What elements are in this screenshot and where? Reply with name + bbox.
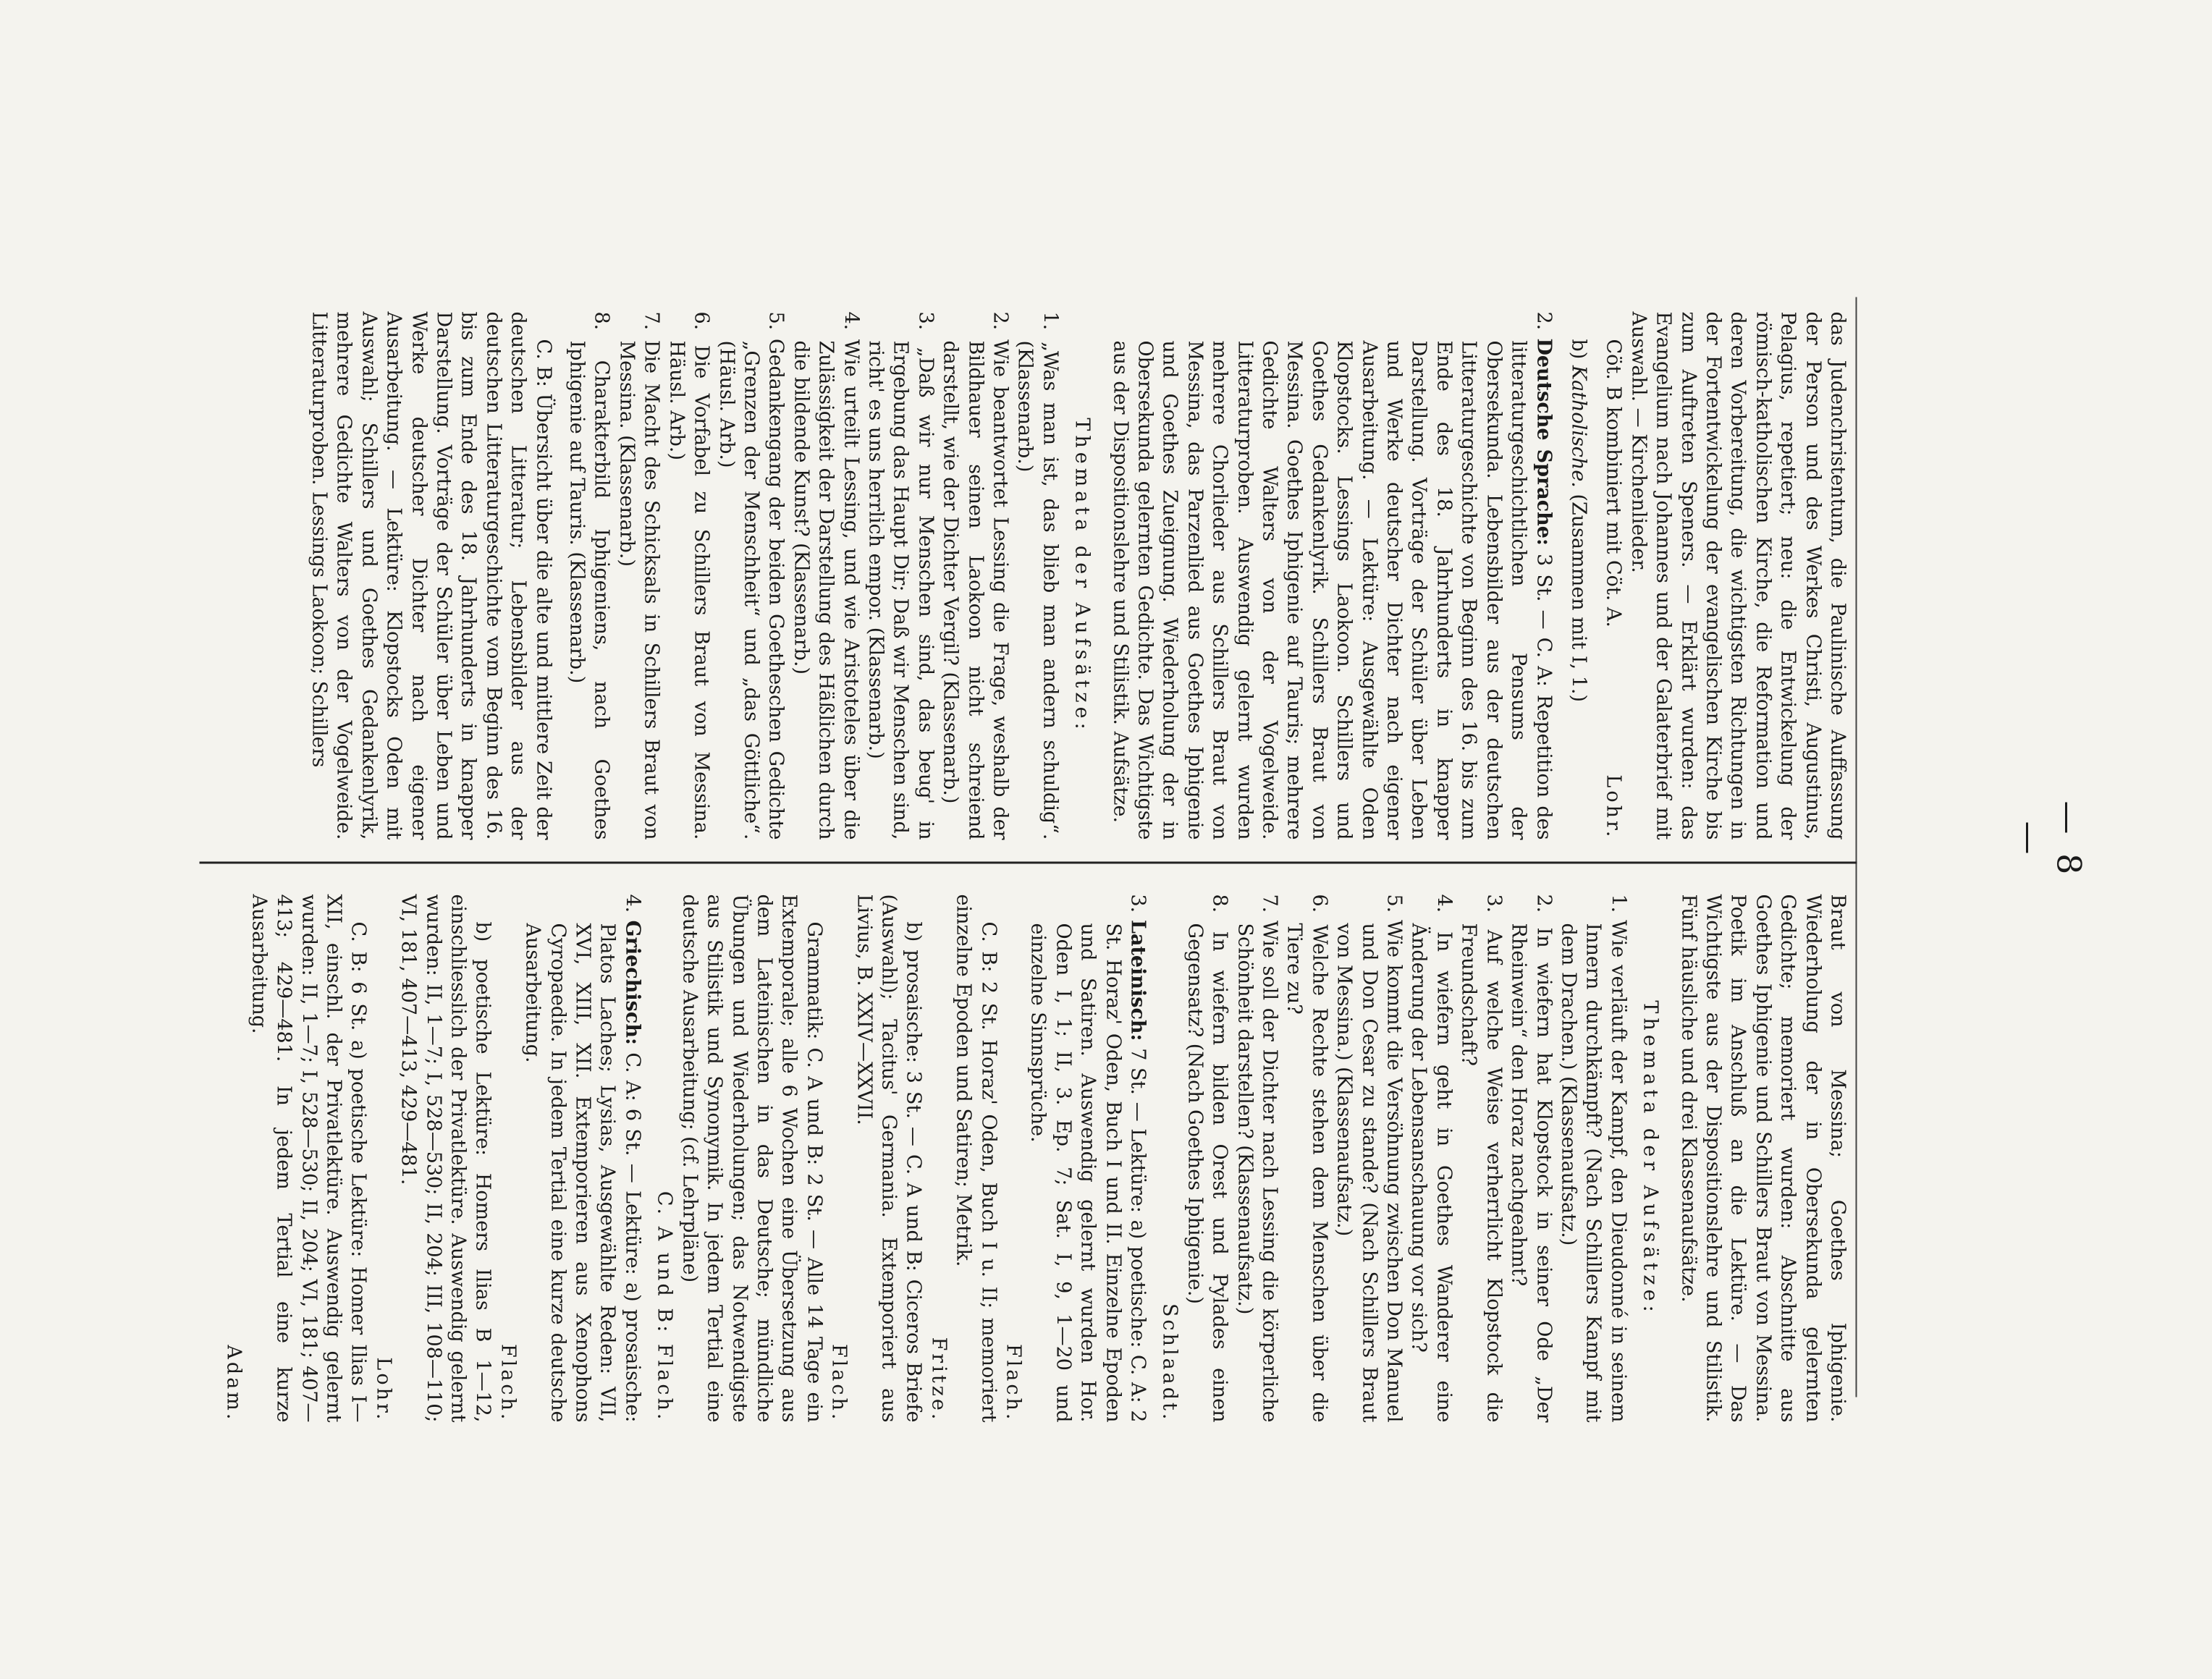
signature-schlaadt: Schlaadt. — [1158, 1303, 1181, 1423]
theme-item: 5. Gedankengang der beiden Goetheschen Gedichte „Grenzen der Menschheit“ und „das Göttliche“. (Häusl. Arb.) — [715, 311, 788, 840]
themes-heading-left: Themata der Aufsätze: — [1071, 418, 1094, 734]
theme-item: 7. Wie soll der Dichter nach Lessing die körperliche Schönheit darstellen? (Klassenaufsatz.) — [1233, 894, 1281, 1423]
rotated-page — [0, 1, 2212, 1679]
section-greek-title: Griechisch: — [621, 920, 644, 1045]
signature-fritze: Fritze. — [927, 1337, 950, 1423]
latin-grammar: Grammatik: C. A und B: 2 St. — Alle 14 Tage ein Extemporale; alle 6 Wochen eine Übersetzung aus dem Lateinischen in das Deutsche; mündliche Übungen und Wiederholungen; das Notwendigste aus Stilistik und Synonymik. In jedem Tertial eine deutsche Ausarbeitung; (cf. Lehrpläne) — [678, 894, 826, 1423]
section-greek — [520, 895, 644, 1423]
theme-item: 8. In wiefern bilden Orest und Pylades einen Gegensatz? (Nach Goethes Iphigenie.) — [1183, 894, 1231, 1423]
theme-item: 5. Wie kommt die Versöhnung zwischen Don Manuel und Don Cesar zu stande? (Nach Schillers Braut von Messina.) (Klassenaufsatz.) — [1333, 894, 1406, 1423]
latin-coetus-b: C. B: 2 St. Horaz' Oden, Buch I u. II; memoriert einzelne Epoden und Satiren; Metrik. — [952, 894, 1000, 1423]
column-divider — [200, 862, 1857, 864]
catholic-title: Katholische. — [1567, 365, 1590, 488]
themes-heading-right: Themata der Aufsätze: — [1639, 1000, 1662, 1316]
theme-item: 6. Welche Rechte stehen dem Menschen über die Tiere zu? — [1283, 894, 1331, 1423]
religion-paragraph: das Judenchristentum, die Paulinische Auffassung der Person und des Werkes Christi, Augustinus, Pelagius, repetiert; neu: die Entwickelung der römisch-katholischen Kirche, die Reformation und deren Vorbereitung, die wichtigsten Richtungen in der Fortentwickelung der evangelischen Kirche bis zum Auftreten Speners. — Erklärt wurden: das Evangelium nach Johannes und der Galaterbrief mit Auswahl. — Kirchenlieder. — [1627, 311, 1849, 840]
signature-flach: Flach. — [1002, 1343, 1025, 1423]
german-continued: Braut von Messina; Goethes Iphigenie. Wiederholung der in Obersekunda gelernten Gedichte; memoriert wurden: Abschnitte aus Goethes Iphigenie und Schillers Braut von Messina. Poetik im Anschluß an die Lektüre. — Das Wichtigste aus der Dispositionslehre und Stilistik. Fünf häusliche und drei Klassenaufsätze. — [1677, 894, 1849, 1423]
greek-poetry: b) poetische Lektüre: Homers Ilias B 1—12, einschliesslich der Privatlektüre. Auswendig gelernt wurden: II, 1—7; I, 528—530; II, 204; III, 108—110; VI, 181, 407—413, 429—481. — [397, 894, 494, 1423]
catholic-line — [1566, 312, 1590, 840]
coet-combined-line — [1600, 312, 1625, 840]
section-german-title: Deutsche Sprache: — [1532, 338, 1555, 546]
theme-item: 2. Wie beantwortet Lessing die Frage, weshalb der Bildhauer seinen Laokoon nicht schreiend darstellt, wie der Dichter Vergil? (Klassenarb.) — [939, 311, 1012, 840]
theme-item: 6. Die Vorfabel zu Schillers Braut von Messina. Häusl. Arb.) — [665, 311, 713, 840]
section-greek-text: C. A: 6 St. — Lektüre: a) prosaische: Platos Laches; Lysias, Ausgewählte Reden: VII, XVI, XIII, XII. Extemporieren aus Xenophons Cyropaedie. In jedem Tertial eine kurze deutsche Ausarbeitung. — [521, 923, 644, 1423]
signature-flach: Flach. — [827, 1343, 850, 1423]
section-latin-title: Lateinisch: — [1126, 919, 1149, 1041]
latin-prose: b) prosaische: 3 St. — C. A und B: Ciceros Briefe (Auswahl); Tacitus' Germania. Extemporiert aus Livius, B. XXIV—XXVII. — [853, 894, 925, 1423]
signature-adam: Adam. — [222, 1345, 245, 1423]
theme-item: 4. Wie urteilt Lessing, und wie Aristoteles über die Zulässigkeit der Darstellung des Häßlichen durch die bildende Kunst? (Klassenarb.) — [790, 311, 863, 840]
theme-item: 3. „Daß wir nur Menschen sind, das beug' in Ergebung das Haupt Dir; Daß wir Menschen sind, richt' es uns herrlich empor. (Klassenarb.) — [864, 311, 937, 840]
signature-lohr: Lohr. — [1602, 774, 1625, 840]
left-column — [306, 312, 1849, 840]
coetus-b-german: C. B: Übersicht über die alte und mittlere Zeit der deutschen Litteratur; Lebensbilder aus der deutschen Litteraturgeschichte vom Beginn des 16. bis zum Ende des 18. Jahrhunderts in knapper Darstellung. Vorträge der Schüler über Leben und Werke deutscher Dichter nach eigener Ausarbeitung. — Lektüre: Klopstocks Oden mit Auswahl; Schillers und Goethes Gedankenlyrik, mehrere Gedichte Walters von der Vogelweide. Litteraturproben. Lessings Laokoon; Schillers — [308, 311, 555, 840]
theme-item: 1. „Was man ist, das blieb man andern schuldig“. (Klassenarb.) — [1013, 311, 1062, 840]
coet-combined-text: Cöt. B kombiniert mit Cöt. A. — [1602, 339, 1625, 628]
section-german-text: 3 St. — C. A: Repetition des litteraturgeschichtlichen Pensums der Obersekunda. Lebensbilder aus der deutschen Litteraturgeschichte von Beginn des 16. bis zum Ende des 18. Jahrhunderts in knapper Darstellung. Vorträge der Schüler über Leben und Werke deutscher Dichter nach eigener Ausarbeitung. — Lektüre: Ausgewählte Oden Klopstocks. Lessings Laokoon. Schillers und Goethes Gedankenlyrik. Schillers Braut von Messina. Goethes Iphigenie auf Tauris; mehrere Gedichte Walters von der Vogelweide. Litteraturproben. Auswendig gelernt wurden mehrere Chorlieder aus Schillers Braut von Messina, das Parzenlied aus Goethes Iphigenie und Goethes Zueignung. Wiederholung der in Obersekunda gelernten Gedichte. Das Wichtigste aus der Dispositionslehre und Stilistik. Aufsätze. — [1109, 340, 1555, 840]
section-greek-number: 4. — [621, 894, 644, 913]
section-latin-number: 3. — [1126, 894, 1149, 913]
greek-coetus-b: C. B: 6 St. a) poetische Lektüre: Homer Ilias I—XII, einschl. der Privatlektüre. Auswendig gelernt wurden: II, 1—7; I, 528—530; II, 204; VI, 181; 407—413; 429—481. In jedem Tertial eine kurze Ausarbeitung. — [248, 894, 370, 1423]
right-column — [221, 895, 1850, 1423]
theme-item: 1. Wie verläuft der Kampf, den Dieudonné in seinem Innern durchkämpft? (Nach Schillers Kampf mit dem Drachen.) (Klassenaufsatz.) — [1557, 894, 1630, 1423]
theme-item: 7. Die Macht des Schicksals in Schillers Braut von Messina. (Klassenarb.) — [615, 311, 663, 840]
theme-item: 4. In wiefern geht in Goethes Wanderer eine Änderung der Lebensanschauung vor sich? — [1408, 894, 1456, 1423]
section-latin-text: 7 St. — Lektüre: a) poetische: C. A: 2 St. Horaz' Oden, Buch I und II. Einzelne Epoden und Satiren. Auswendig gelernt wurden Hor. Oden I, 1; II, 3. Ep. 7; Sat. I, 9, 1—20 und einzelne Sinnsprüche. — [1026, 923, 1149, 1423]
signature-ca-cb-flach: C. A und B: Flach. — [653, 1190, 676, 1423]
page-number: — 8 — — [2010, 800, 2089, 879]
signature-lohr: Lohr. — [372, 1357, 395, 1423]
theme-item: 8. Charakterbild Iphigeniens, nach Goethes Iphigenie auf Tauris. (Klassenarb.) — [565, 311, 613, 840]
section-latin — [1026, 895, 1150, 1423]
theme-item: 3. Auf welche Weise verherrlicht Klopstock die Freundschaft? — [1457, 894, 1506, 1423]
section-german-number: 2. — [1532, 311, 1555, 331]
theme-item: 2. In wiefern hat Klopstock in seiner Ode „Der Rheinwein“ den Horaz nachgeahmt? — [1507, 894, 1555, 1423]
header-rule — [1856, 297, 1857, 1397]
catholic-note: (Zusammen mit I, 1.) — [1567, 494, 1590, 703]
catholic-label: b) — [1567, 339, 1590, 360]
signature-flach: Flach. — [497, 1343, 520, 1423]
section-german — [1107, 312, 1555, 840]
